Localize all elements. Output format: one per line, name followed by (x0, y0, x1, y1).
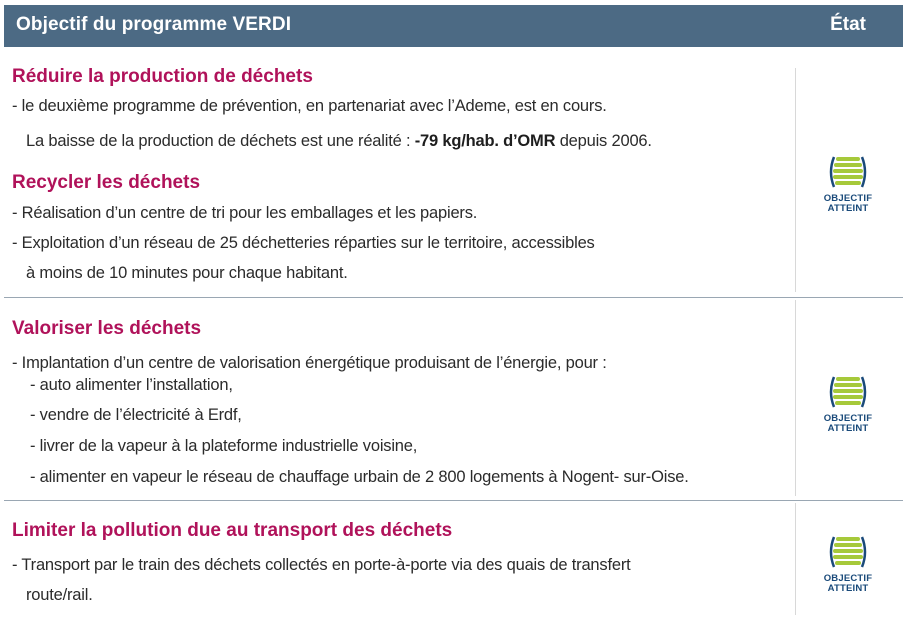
column-divider (795, 68, 796, 292)
section-title-valorize: Valoriser les déchets (12, 318, 202, 339)
badge-label: OBJECTIF ATTEINT (823, 573, 873, 594)
section-line: - auto alimenter l’installation, (30, 376, 233, 394)
section-line: - vendre de l’électricité à Erdf, (30, 406, 242, 424)
header-objective: Objectif du programme VERDI (16, 14, 292, 35)
section-line: - le deuxième programme de prévention, en partenariat avec l’Ademe, est en cours. (12, 97, 607, 115)
section-title-reduce: Réduire la production de déchets (12, 66, 313, 87)
objective-reached-badge (818, 532, 878, 594)
section-line: - livrer de la vapeur à la plateforme industrielle voisine, (30, 437, 418, 455)
section-line: à moins de 10 minutes pour chaque habitant. (26, 264, 348, 282)
row-separator (4, 500, 903, 501)
objective-gauge-icon (828, 532, 868, 572)
section-line: route/rail. (26, 586, 93, 604)
objective-reached-badge (818, 372, 878, 434)
section-line: - Transport par le train des déchets collectés en porte-à-porte via des quais de transfert (12, 556, 631, 574)
badge-label: OBJECTIF ATTEINT (823, 413, 873, 434)
objective-gauge-icon (828, 152, 868, 192)
section-line-rich: La baisse de la production de déchets est une réalité : -79 kg/hab. d’OMR depuis 2006. (26, 132, 652, 150)
badge-label: OBJECTIF ATTEINT (823, 193, 873, 214)
column-divider (795, 300, 796, 496)
section-title-transport: Limiter la pollution due au transport des déchets (12, 520, 453, 541)
section-line: - Réalisation d’un centre de tri pour les emballages et les papiers. (12, 204, 478, 222)
section-line: - alimenter en vapeur le réseau de chauffage urbain de 2 800 logements à Nogent- sur-Oise. (30, 468, 689, 486)
header-state: État (830, 14, 866, 35)
highlight-value: -79 kg/hab. d’OMR (414, 132, 556, 150)
objective-reached-badge (818, 152, 878, 214)
section-title-recycle: Recycler les déchets (12, 172, 201, 193)
column-divider (795, 503, 796, 615)
section-line: - Implantation d’un centre de valorisation énergétique produisant de l’énergie, pour : (12, 354, 607, 372)
section-line: - Exploitation d’un réseau de 25 déchetteries réparties sur le territoire, accessibles (12, 234, 595, 252)
objective-gauge-icon (828, 372, 868, 412)
table-header (4, 5, 903, 47)
row-separator (4, 297, 903, 298)
